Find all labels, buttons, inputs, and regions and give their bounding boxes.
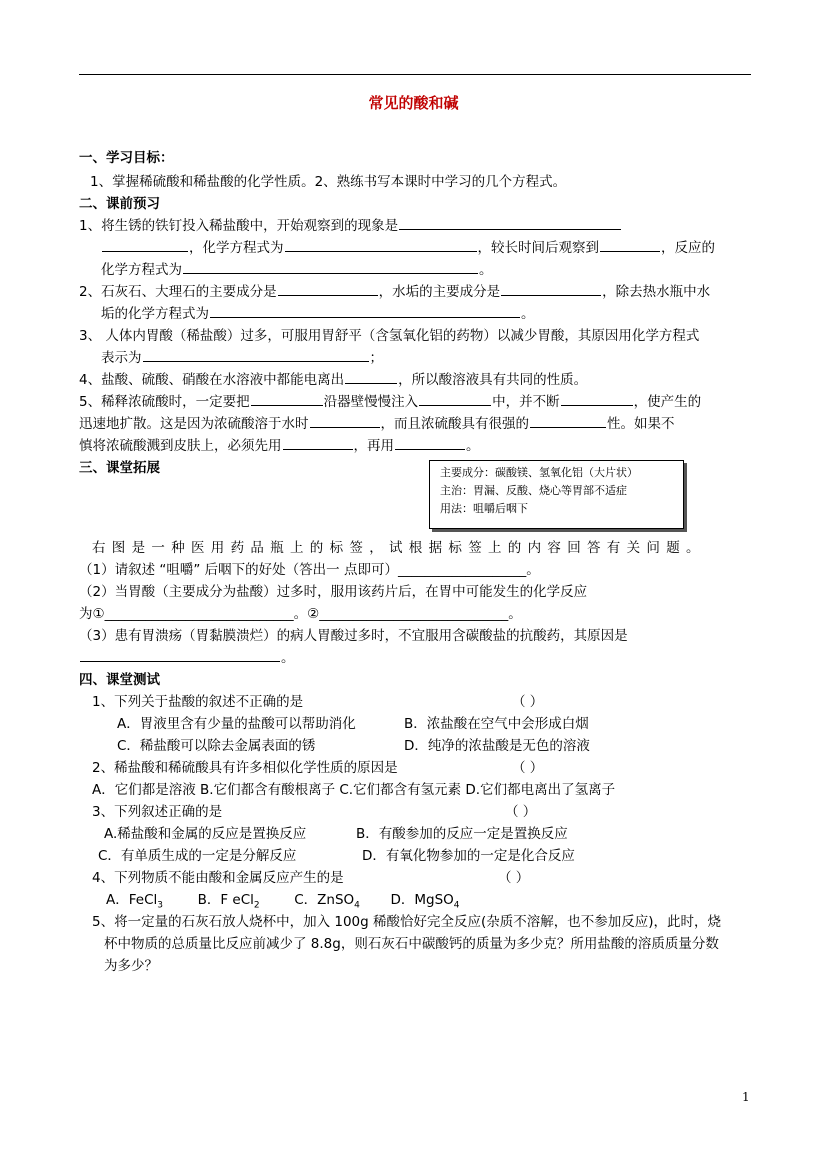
s2-q3c: ； bbox=[369, 350, 383, 366]
s2-q3-line2 bbox=[101, 346, 383, 366]
s3-q3a: （3）患有胃溃疡（胃黏膜溃烂）的病人胃酸过多时，不宜服用含碳酸盐的抗酸药，其原因是 bbox=[79, 628, 628, 644]
s2-q5e: 迅速地扩散。这是因为浓硫酸溶于水时 bbox=[79, 416, 309, 432]
blank bbox=[80, 648, 280, 662]
s4-q5-line1: 5、将一定量的石灰石放人烧杯中，加入 100g 稀酸恰好完全反应(杂质不溶解，也不参加反应)，此时，烧 bbox=[92, 914, 722, 930]
s2-q5d: ，使产生的 bbox=[633, 394, 702, 410]
s3-q2b: 为①____________________________。②____________________________。 bbox=[79, 606, 522, 622]
s4-q2: 2、稀盐酸和稀硫酸具有许多相似化学性质的原因是 bbox=[92, 760, 398, 776]
s2-q2-line2 bbox=[101, 302, 535, 322]
blank bbox=[102, 238, 188, 252]
blank bbox=[530, 414, 606, 428]
s2-q4a: 4、盐酸、硫酸、硝酸在水溶液中都能电离出 bbox=[79, 372, 345, 388]
s4-q2-options: A．它们都是溶液 B.它们都含有酸根离子 C.它们都含有氢元素 D.它们都电离出了氢离子 bbox=[92, 782, 616, 798]
blank bbox=[310, 414, 380, 428]
s4-q5-line2: 杯中物质的总质量比反应前减少了 8.8g，则石灰石中碳酸钙的质量为多少克？所用盐酸的溶质质量分数 bbox=[104, 936, 719, 952]
blank bbox=[283, 436, 353, 450]
s4-q3-paren: （ ） bbox=[505, 804, 537, 820]
s2-q1-line2 bbox=[101, 236, 715, 256]
s3-q1: （1）请叙述 “咀嚼” 后咽下的好处（答出一 点即可）___________________。 bbox=[79, 562, 540, 578]
blank bbox=[501, 282, 601, 296]
header-rule bbox=[79, 74, 751, 75]
blank bbox=[395, 436, 465, 450]
s2-q5b: 沿器壁慢慢注入 bbox=[323, 394, 419, 410]
blank bbox=[561, 392, 633, 406]
blank bbox=[600, 238, 660, 252]
blank bbox=[285, 238, 477, 252]
label-line-1: 主要成分：碳酸镁、氢氧化铝（大片状） bbox=[440, 466, 638, 479]
s2-q2-line1 bbox=[79, 280, 710, 300]
section-1-heading: 一、学习目标： bbox=[79, 150, 174, 166]
s2-q1-line3 bbox=[101, 258, 493, 278]
s2-q1a: 1、将生锈的铁钉投入稀盐酸中，开始观察到的现象是 bbox=[79, 218, 399, 234]
s4-q1-option-b: B．浓盐酸在空气中会形成白烟 bbox=[404, 716, 589, 732]
s4-q1-paren: （ ） bbox=[512, 694, 544, 710]
s2-q5h: 慎将浓硫酸溅到皮肤上，必须先用 bbox=[79, 438, 282, 454]
blank bbox=[143, 348, 369, 362]
s3-q3-line2 bbox=[79, 646, 295, 666]
s2-q2b: ，水垢的主要成分是 bbox=[378, 284, 501, 300]
s2-q5f: ，而且浓硫酸具有很强的 bbox=[380, 416, 529, 432]
s2-q1-line1 bbox=[79, 214, 622, 234]
label-line-3: 用法：咀嚼后咽下 bbox=[440, 502, 528, 515]
s4-q4-option-c: C．ZnSO bbox=[294, 892, 355, 908]
page-number: 1 bbox=[742, 1090, 750, 1104]
s4-q4-option-d: D．MgSO bbox=[390, 892, 454, 908]
s2-q5-line2 bbox=[79, 412, 675, 432]
blank bbox=[183, 260, 478, 274]
s2-q1c: ，较长时间后观察到 bbox=[477, 240, 599, 256]
s3-q3b: 。 bbox=[281, 650, 295, 666]
section-3-heading: 三、课堂拓展 bbox=[79, 460, 160, 476]
s1-line1: 1、掌握稀硫酸和稀盐酸的化学性质。2、熟练书写本课时中学习的几个方程式。 bbox=[90, 174, 567, 190]
blank bbox=[399, 216, 621, 230]
s2-q5i: ，再用 bbox=[353, 438, 394, 454]
s2-q1e: 化学方程式为 bbox=[101, 262, 182, 278]
s2-q2a: 2、石灰石、大理石的主要成分是 bbox=[79, 284, 277, 300]
s4-q1-option-c: C．稀盐酸可以除去金属表面的锈 bbox=[117, 738, 316, 754]
s2-q5g: 性。如果不 bbox=[607, 416, 675, 432]
s2-q2e: 。 bbox=[521, 306, 535, 322]
medicine-label bbox=[429, 460, 684, 529]
s4-q3-option-b: B．有酸参加的反应一定是置换反应 bbox=[356, 826, 568, 842]
s2-q2c: ，除去热水瓶中水 bbox=[602, 284, 711, 300]
s2-q4b: ，所以酸溶液具有共同的性质。 bbox=[398, 372, 588, 388]
s4-q3-option-d: D．有氧化物参加的一定是化合反应 bbox=[362, 848, 575, 864]
blank bbox=[345, 370, 397, 384]
s4-q4: 4、下列物质不能由酸和金属反应产生的是 bbox=[92, 870, 344, 886]
s2-q5-line1 bbox=[79, 390, 701, 410]
s2-q3-line1: 3、 人体内胃酸（稀盐酸）过多，可服用胃舒平（含氢氧化铝的药物）以减少胃酸，其原因用化学方程式 bbox=[79, 328, 700, 344]
s4-q3-option-a: A.稀盐酸和金属的反应是置换反应 bbox=[104, 826, 307, 842]
sub: 2 bbox=[253, 900, 260, 911]
s2-q5j: 。 bbox=[466, 438, 480, 454]
section-4-heading: 四、课堂测试 bbox=[79, 672, 160, 688]
s4-q1-option-a: A．胃液里含有少量的盐酸可以帮助消化 bbox=[117, 716, 356, 732]
s4-q4-options bbox=[106, 888, 460, 911]
s3-q2a: （2）当胃酸（主要成分为盐酸）过多时，服用该药片后，在胃中可能发生的化学反应 bbox=[79, 584, 588, 600]
s4-q4-option-b: B．F eCl bbox=[197, 892, 254, 908]
blank bbox=[251, 392, 323, 406]
blank bbox=[419, 392, 491, 406]
blank bbox=[210, 304, 520, 318]
s4-q3: 3、下列叙述正确的是 bbox=[92, 804, 223, 820]
s4-q4-option-a: A．FeCl bbox=[106, 892, 158, 908]
s2-q5a: 5、稀释浓硫酸时，一定要把 bbox=[79, 394, 250, 410]
s2-q1f: 。 bbox=[479, 262, 493, 278]
blank bbox=[278, 282, 378, 296]
section-2-heading: 二、课前预习 bbox=[79, 196, 160, 212]
s2-q5c: 中，并不断 bbox=[492, 394, 560, 410]
s4-q5-line3: 为多少？ bbox=[104, 958, 158, 974]
s2-q3b: 表示为 bbox=[101, 350, 142, 366]
sub: 4 bbox=[354, 900, 360, 911]
sub: 4 bbox=[453, 900, 460, 911]
s2-q1b: ，化学方程式为 bbox=[189, 240, 284, 256]
sub: 3 bbox=[157, 900, 163, 911]
s2-q1d: ，反应的 bbox=[661, 240, 715, 256]
s3-intro: 右图是一种医用药品瓶上的标签，试根据标签上的内容回答有关问题。 bbox=[92, 540, 706, 556]
s4-q2-paren: （ ） bbox=[512, 760, 544, 776]
page-title: 常见的酸和碱 bbox=[368, 94, 459, 112]
s2-q2d: 垢的化学方程式为 bbox=[101, 306, 209, 322]
label-line-2: 主治：胃漏、反酸、烧心等胃部不适症 bbox=[440, 484, 627, 497]
s2-q5-line3 bbox=[79, 434, 480, 454]
s2-q4 bbox=[79, 368, 587, 388]
s4-q1-option-d: D．纯净的浓盐酸是无色的溶液 bbox=[404, 738, 590, 754]
s4-q1: 1、下列关于盐酸的叙述不正确的是 bbox=[92, 694, 304, 710]
s4-q3-option-c: C．有单质生成的一定是分解反应 bbox=[98, 848, 297, 864]
s4-q4-paren: （ ） bbox=[498, 870, 530, 886]
